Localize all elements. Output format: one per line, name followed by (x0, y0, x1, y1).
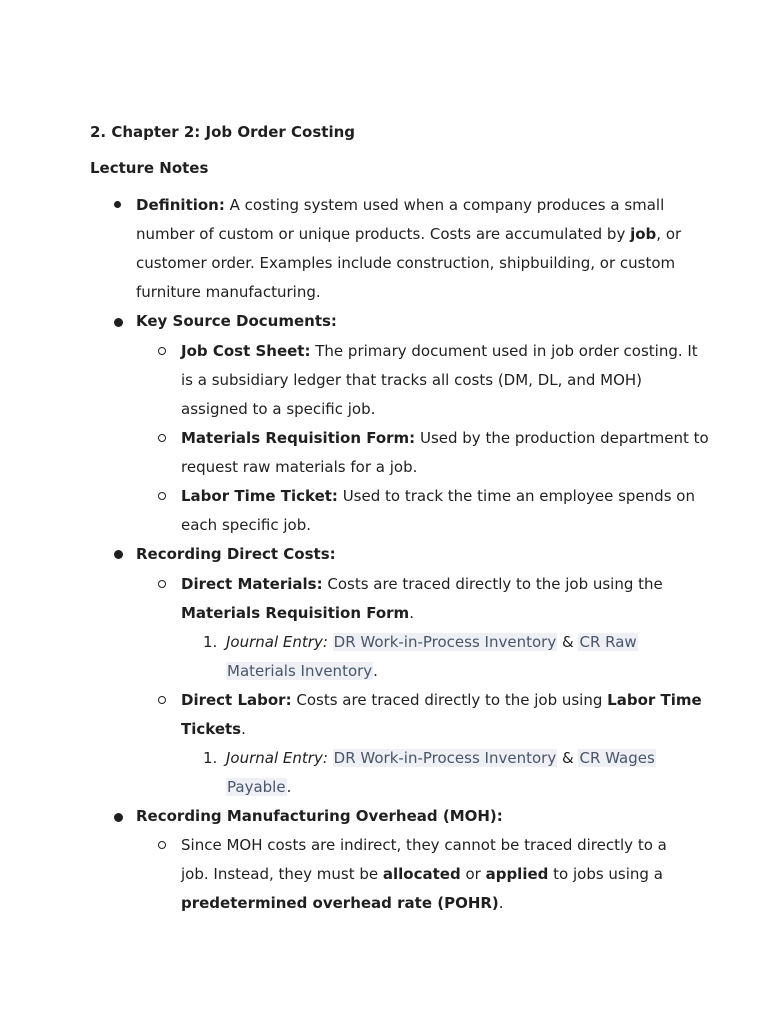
bullet-icon (114, 813, 123, 822)
materials-requisition-line-1: Materials Requisition Form: Used by the production department to (181, 429, 709, 447)
direct-labor-line-2: Tickets. (181, 720, 246, 738)
bullet-icon (114, 550, 123, 559)
moh-line-2: job. Instead, they must be allocated or applied to jobs using a (181, 865, 663, 883)
labor-time-ticket-line-2: each specific job. (181, 516, 312, 534)
dm-journal-entry-line-1: Journal Entry: DR Work-in-Process Inventory & CR Raw (226, 633, 637, 651)
dl-journal-entry-line-2: Payable. (227, 778, 292, 796)
definition-line-1: Definition: A costing system used when a company produces a small (136, 196, 665, 214)
moh-line-1: Since MOH costs are indirect, they cannot be traced directly to a (181, 836, 667, 854)
labor-time-ticket-line-1: Labor Time Ticket: Used to track the time an employee spends on (181, 487, 695, 505)
moh-label: Recording Manufacturing Overhead (MOH): (136, 807, 503, 825)
materials-requisition-line-2: request raw materials for a job. (181, 458, 418, 476)
job-cost-sheet-line-3: assigned to a specific job. (181, 400, 376, 418)
source-documents-label: Key Source Documents: (136, 312, 337, 330)
bullet-icon (114, 318, 123, 327)
bullet-icon (114, 201, 121, 208)
job-cost-sheet-line-2: is a subsidiary ledger that tracks all costs (DM, DL, and MOH) (181, 371, 643, 389)
direct-costs-label: Recording Direct Costs: (136, 545, 336, 563)
sub-bullet-icon (158, 347, 166, 355)
dm-journal-entry-line-2: Materials Inventory. (227, 662, 378, 680)
definition-line-3: customer order. Examples include construction, shipbuilding, or custom (136, 254, 676, 272)
direct-labor-line-1: Direct Labor: Costs are traced directly to the job using Labor Time (181, 691, 702, 709)
page-title: 2. Chapter 2: Job Order Costing (90, 123, 356, 141)
definition-line-4: furniture manufacturing. (136, 283, 321, 301)
sub-bullet-icon (158, 434, 166, 442)
direct-materials-line-1: Direct Materials: Costs are traced directly to the job using the (181, 575, 663, 593)
definition-line-2: number of custom or unique products. Costs are accumulated by job, or (136, 225, 682, 243)
list-number: 1. (203, 633, 218, 651)
sub-bullet-icon (158, 696, 166, 704)
moh-line-3: predetermined overhead rate (POHR). (181, 894, 504, 912)
job-cost-sheet-line-1: Job Cost Sheet: The primary document used in job order costing. It (181, 342, 698, 360)
sub-bullet-icon (158, 492, 166, 500)
sub-bullet-icon (158, 580, 166, 588)
dl-journal-entry-line-1: Journal Entry: DR Work-in-Process Inventory & CR Wages (226, 749, 655, 767)
direct-materials-line-2: Materials Requisition Form. (181, 604, 414, 622)
sub-bullet-icon (158, 841, 166, 849)
list-number: 1. (203, 749, 218, 767)
section-subheading: Lecture Notes (90, 159, 209, 177)
